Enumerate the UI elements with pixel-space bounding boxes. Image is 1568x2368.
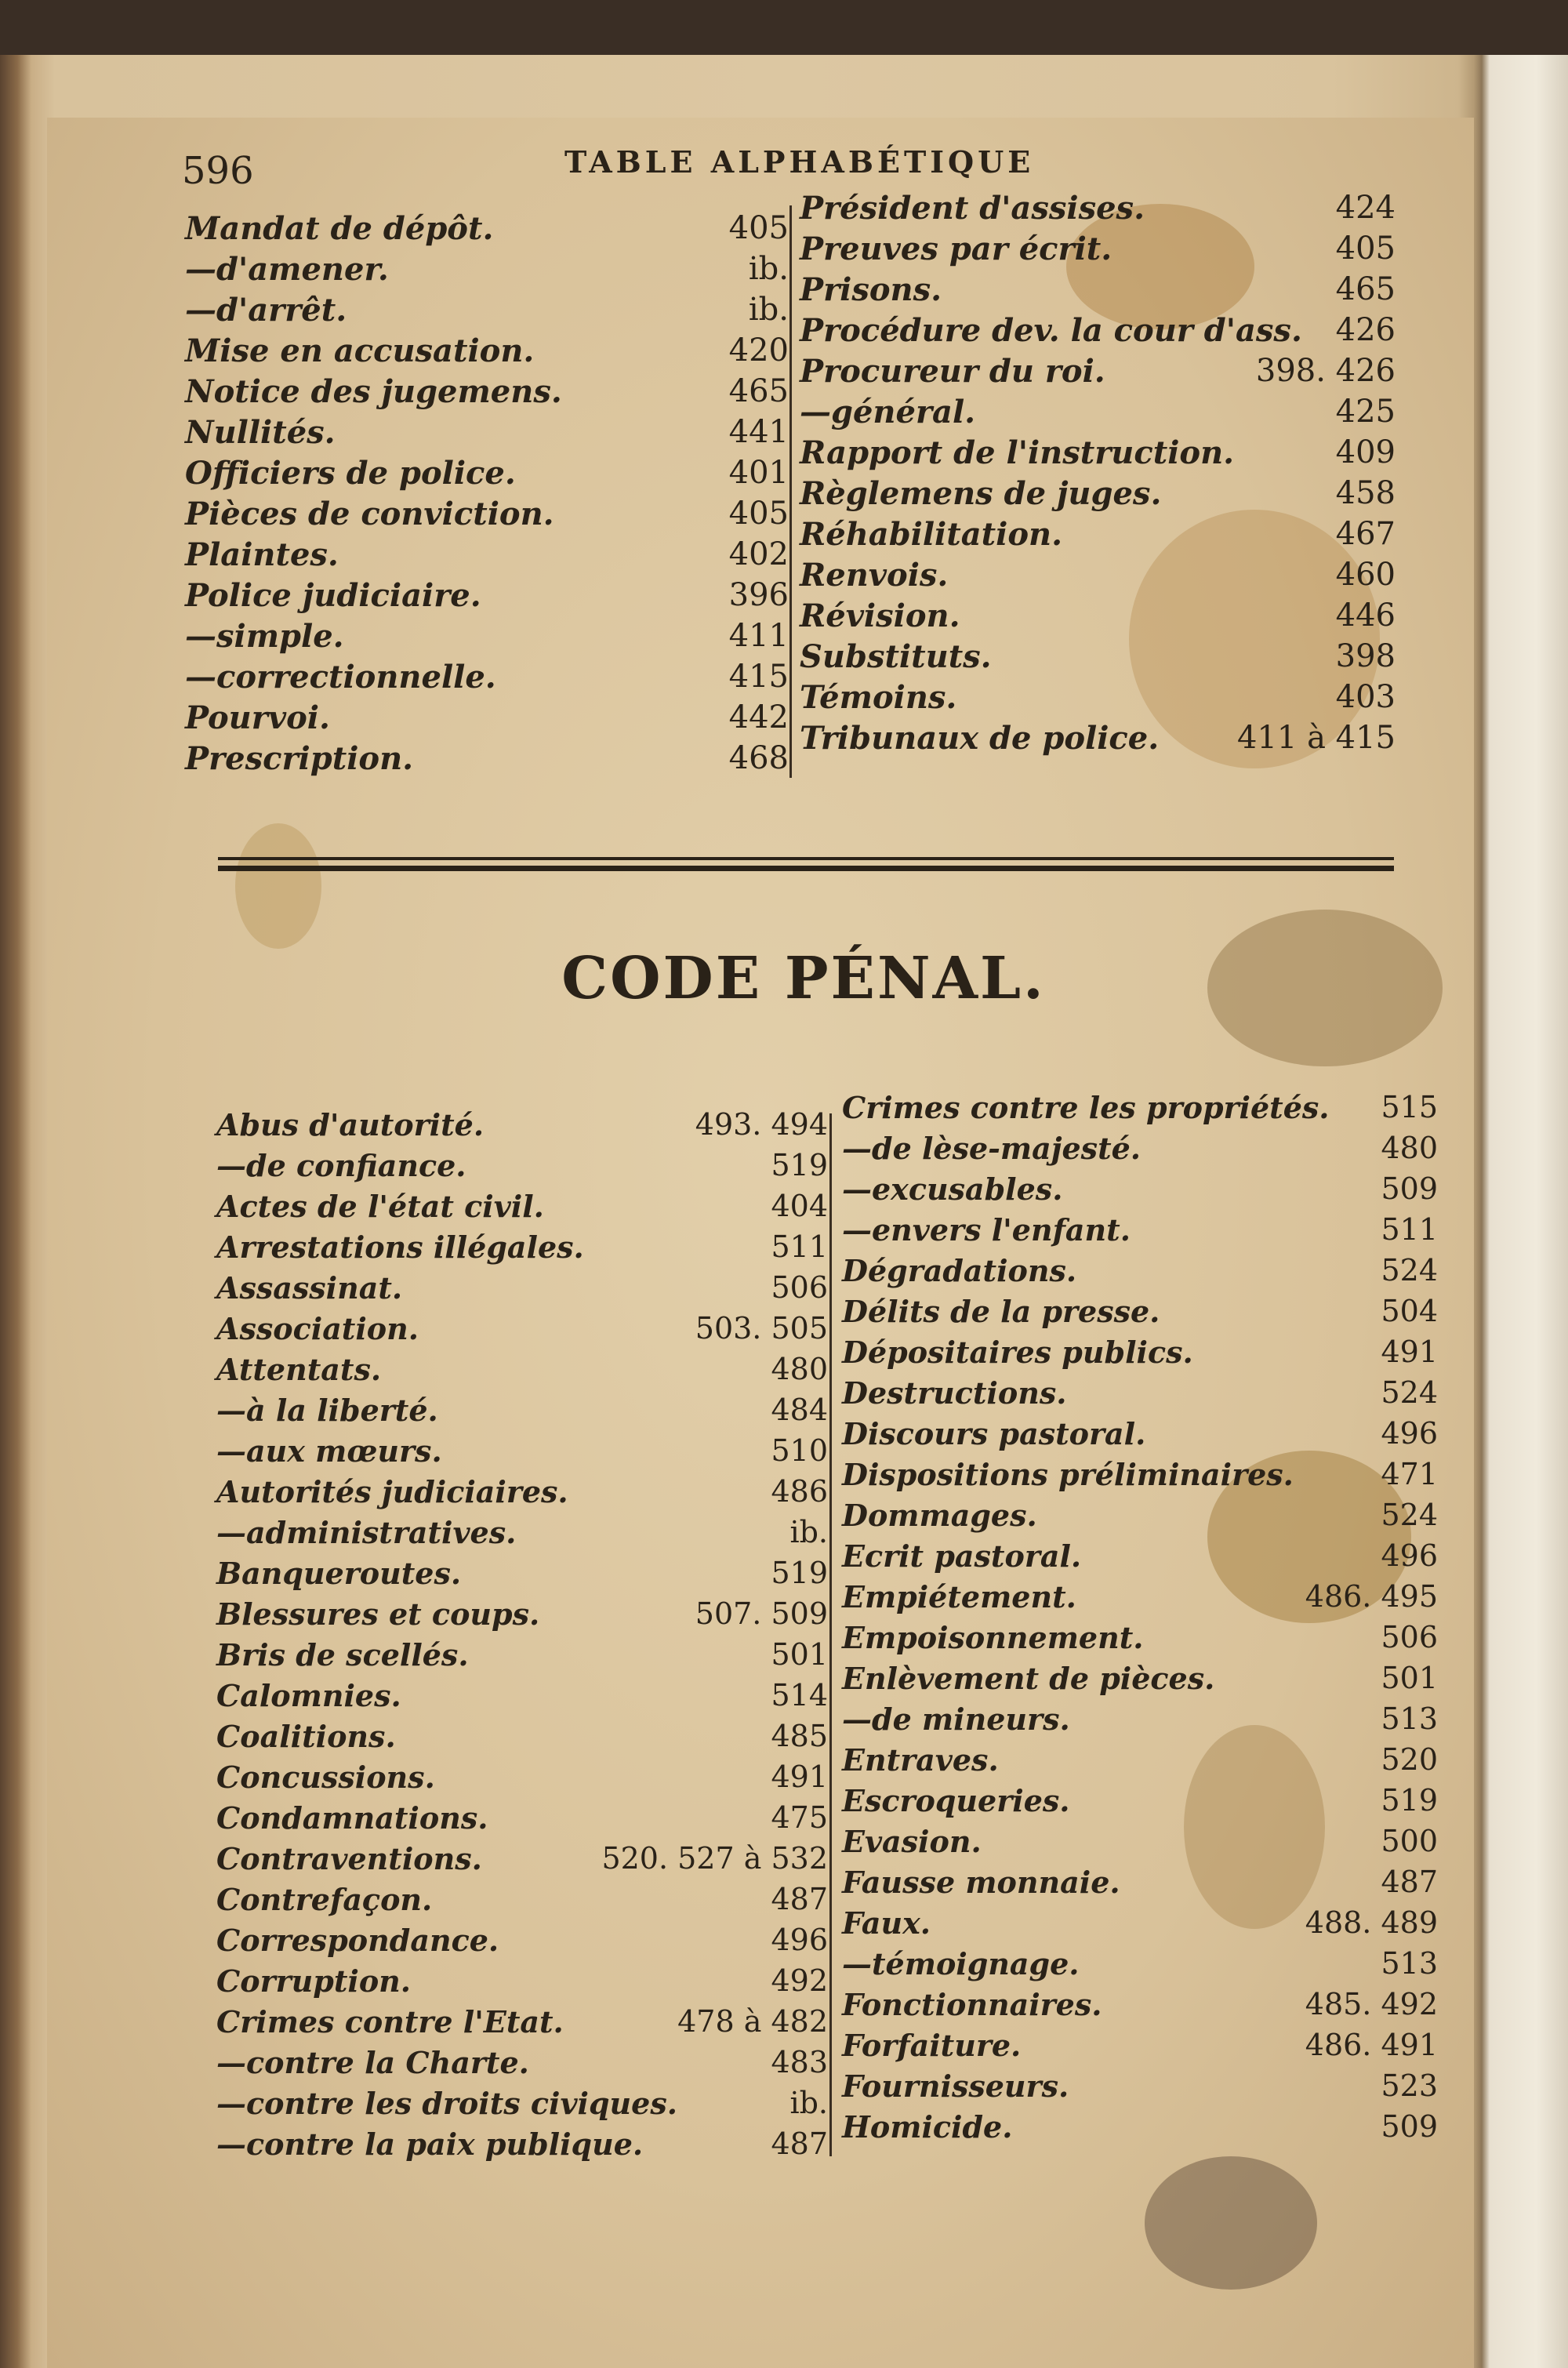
entry-page-ref: 491 [771,1760,828,1794]
entry-page-ref: ib. [748,292,789,328]
entry-page-ref: 524 [1381,1375,1438,1410]
entry-label: Abus d'autorité. [216,1107,485,1142]
entry-page-ref: 520. 527 à 532 [601,1841,828,1876]
entry-page-ref: 524 [1381,1253,1438,1288]
entry-label: Mandat de dépôt. [185,210,494,247]
entry-label: —de mineurs. [842,1702,1070,1737]
entry-page-ref: 487 [1381,1865,1438,1899]
entry-page-ref: 468 [728,740,789,776]
index-entry [842,1457,1438,1498]
entry-label: —contre la paix publique. [216,2126,644,2162]
entry-page-ref: 513 [1381,1946,1438,1981]
entry-label: Concussions. [216,1760,435,1795]
entry-label: Corruption. [216,1963,412,1999]
entry-page-ref: 424 [1335,190,1396,226]
index-entry [842,1702,1438,1742]
entry-label: Banqueroutes. [216,1556,462,1591]
entry-label: Coalitions. [216,1719,396,1754]
entry-page-ref: 496 [1381,1416,1438,1451]
entry-page-ref: 496 [771,1923,828,1957]
entry-page-ref: 467 [1335,516,1396,552]
entry-page-ref: 465 [1335,271,1396,307]
section-rule [218,857,1394,860]
index-entry [800,271,1396,312]
entry-page-ref: 511 [1381,1212,1438,1247]
entry-label: Prisons. [800,271,942,308]
index-entry [216,1637,828,1678]
entry-label: Entraves. [842,1742,999,1778]
entry-page-ref: 509 [1381,2109,1438,2144]
entry-label: Condamnations. [216,1800,488,1836]
index-entry [216,1229,828,1270]
entry-page-ref: 519 [771,1148,828,1182]
index-entry [842,2028,1438,2068]
entry-page-ref: ib. [748,251,789,287]
entry-label: Témoins. [800,679,957,716]
entry-label: Dégradations. [842,1253,1077,1288]
index-entry [842,1865,1438,1905]
entry-label: —contre les droits civiques. [216,2086,677,2121]
entry-page-ref: 487 [771,2126,828,2161]
entry-page-ref: 486. 491 [1305,2028,1438,2062]
index-entry [185,699,789,740]
index-entry [842,1416,1438,1457]
entry-page-ref: 415 [728,659,789,695]
entry-page-ref: 506 [1381,1620,1438,1654]
entry-page-ref: 458 [1335,475,1396,511]
index-entry [216,1923,828,1963]
entry-label: Prescription. [185,740,414,777]
entry-label: —d'arrêt. [185,292,347,329]
index-entry [185,659,789,699]
entry-page-ref: 523 [1381,2068,1438,2103]
entry-label: Plaintes. [185,536,339,573]
entry-label: Dommages. [842,1498,1037,1533]
entry-label: Calomnies. [216,1678,401,1713]
entry-page-ref: 510 [771,1433,828,1468]
index-entry [216,1841,828,1882]
entry-page-ref: 411 [728,618,789,654]
index-entry [216,1515,828,1556]
entry-label: Blessures et coups. [216,1596,540,1632]
index-entry [216,1148,828,1189]
index-entry [185,740,789,781]
index-entry [185,414,789,455]
entry-label: Enlèvement de pièces. [842,1661,1215,1696]
index-entry [842,1905,1438,1946]
index-entry [216,1270,828,1311]
entry-page-ref: 486 [771,1474,828,1509]
entry-label: Crimes contre l'Etat. [216,2004,564,2039]
index-entry [216,1800,828,1841]
entry-page-ref: 487 [771,1882,828,1916]
entry-label: —aux mœurs. [216,1433,442,1469]
index-entry [842,1661,1438,1702]
entry-label: Correspondance. [216,1923,499,1958]
entry-page-ref: 501 [771,1637,828,1672]
entry-page-ref: 514 [771,1678,828,1712]
index-entry [216,1882,828,1923]
entry-page-ref: 426 [1335,312,1396,348]
index-entry [842,1375,1438,1416]
entry-page-ref: 491 [1381,1335,1438,1369]
index-entry [216,1963,828,2004]
index-entry [216,2045,828,2086]
entry-page-ref: 398. 426 [1255,353,1396,389]
index-entry [842,1090,1438,1131]
index-entry [842,1620,1438,1661]
index-entry [842,1253,1438,1294]
entry-page-ref: 398 [1335,638,1396,674]
index-entry [842,1171,1438,1212]
index-entry [185,618,789,659]
index-entry [216,1719,828,1760]
entry-page-ref: 480 [771,1352,828,1386]
index-entry [216,1596,828,1637]
entry-label: Crimes contre les propriétés. [842,1090,1330,1125]
entry-page-ref: 515 [1381,1090,1438,1124]
page-header [0,133,1568,196]
index-entry [800,312,1396,353]
entry-label: Discours pastoral. [842,1416,1146,1451]
entry-page-ref: 480 [1381,1131,1438,1165]
entry-page-ref: 485 [771,1719,828,1753]
entry-label: —excusables. [842,1171,1063,1207]
index-entry [185,210,789,251]
entry-label: Association. [216,1311,419,1346]
entry-label: Autorités judiciaires. [216,1474,568,1509]
entry-page-ref: 485. 492 [1305,1987,1438,2021]
entry-label: Réhabilitation. [800,516,1062,553]
index-entry [216,1352,828,1393]
entry-label: Procureur du roi. [800,353,1105,390]
index-entry [185,251,789,292]
entry-page-ref: 446 [1335,597,1396,634]
entry-label: Escroqueries. [842,1783,1070,1818]
entry-label: Fournisseurs. [842,2068,1069,2104]
entry-page-ref: 441 [728,414,789,450]
entry-label: Faux. [842,1905,931,1941]
entry-label: —à la liberté. [216,1393,438,1428]
entry-page-ref: 471 [1381,1457,1438,1491]
entry-label: Fausse monnaie. [842,1865,1120,1900]
index-entry [216,1474,828,1515]
entry-page-ref: 478 à 482 [677,2004,828,2039]
entry-page-ref: 405 [1335,231,1396,267]
entry-label: Notice des jugemens. [185,373,562,410]
entry-page-ref: 507. 509 [695,1596,828,1631]
index-entry [185,536,789,577]
entry-label: Pourvoi. [185,699,330,736]
index-entry [185,496,789,536]
entry-page-ref: 524 [1381,1498,1438,1532]
index-entry [216,1189,828,1229]
index-entry [216,1678,828,1719]
entry-page-ref: 520 [1381,1742,1438,1777]
column-divider [789,205,792,778]
entry-label: Preuves par écrit. [800,231,1112,267]
entry-page-ref: 488. 489 [1305,1905,1438,1940]
entry-page-ref: 511 [771,1229,828,1264]
entry-label: —témoignage. [842,1946,1080,1981]
entry-page-ref: 504 [1381,1294,1438,1328]
entry-page-ref: 405 [728,496,789,532]
index-entry [800,190,1396,231]
entry-page-ref: 486. 495 [1305,1579,1438,1614]
entry-label: Fonctionnaires. [842,1987,1102,2022]
entry-label: Contraventions. [216,1841,482,1876]
entry-page-ref: 492 [771,1963,828,1998]
entry-page-ref: 425 [1335,394,1396,430]
column-divider [829,1113,832,2156]
index-entry [842,1498,1438,1538]
entry-label: Police judiciaire. [185,577,481,614]
entry-page-ref: 396 [728,577,789,613]
entry-page-ref: 409 [1335,434,1396,470]
index-entry [800,475,1396,516]
entry-label: —d'amener. [185,251,389,288]
entry-page-ref: 465 [728,373,789,409]
entry-label: Empiétement. [842,1579,1076,1614]
stain [235,823,321,949]
section-title: CODE PÉNAL. [561,945,1046,1012]
index-entry [185,373,789,414]
index-entry [800,394,1396,434]
running-head: TABLE ALPHABÉTIQUE [564,144,1035,180]
index-entry [842,1579,1438,1620]
index-entry [842,1824,1438,1865]
entry-label: —contre la Charte. [216,2045,529,2080]
entry-label: Nullités. [185,414,336,451]
entry-label: —général. [800,394,976,430]
index-entry [800,597,1396,638]
entry-label: Rapport de l'instruction. [800,434,1235,471]
index-entry [800,434,1396,475]
entry-page-ref: 402 [728,536,789,572]
index-entry [800,231,1396,271]
index-entry [842,1335,1438,1375]
entry-label: —correctionnelle. [185,659,496,696]
entry-page-ref: 496 [1381,1538,1438,1573]
entry-label: Ecrit pastoral. [842,1538,1082,1574]
index-entry [185,332,789,373]
entry-label: Destructions. [842,1375,1067,1411]
index-entry [800,353,1396,394]
entry-label: Evasion. [842,1824,982,1859]
entry-page-ref: 404 [771,1189,828,1223]
index-entry [800,638,1396,679]
entry-label: Actes de l'état civil. [216,1189,544,1224]
entry-label: Règlemens de juges. [800,475,1162,512]
entry-page-ref: 519 [1381,1783,1438,1818]
entry-label: —de lèse-majesté. [842,1131,1142,1166]
entry-label: Assassinat. [216,1270,403,1306]
entry-label: Pièces de conviction. [185,496,554,532]
entry-label: —administratives. [216,1515,517,1550]
index-entry [185,455,789,496]
entry-label: —de confiance. [216,1148,466,1183]
entry-label: Homicide. [842,2109,1013,2145]
index-entry [842,1538,1438,1579]
entry-label: Renvois. [800,557,949,594]
index-entry [842,2109,1438,2150]
index-entry [800,516,1396,557]
entry-label: Attentats. [216,1352,382,1387]
entry-page-ref: 484 [771,1393,828,1427]
index-entry [842,1131,1438,1171]
index-entry [842,2068,1438,2109]
index-entry [216,1393,828,1433]
index-entry [842,1212,1438,1253]
entry-page-ref: 411 à 415 [1237,720,1396,756]
entry-page-ref: 475 [771,1800,828,1835]
entry-page-ref: ib. [789,2086,828,2120]
entry-page-ref: 509 [1381,1171,1438,1206]
index-entry [800,679,1396,720]
entry-page-ref: 483 [771,2045,828,2079]
index-entry [216,1433,828,1474]
index-entry [185,577,789,618]
entry-label: Procédure dev. la cour d'ass. [800,312,1302,349]
entry-label: Arrestations illégales. [216,1229,584,1265]
index-entry [800,557,1396,597]
entry-page-ref: 519 [771,1556,828,1590]
entry-page-ref: 403 [1335,679,1396,715]
index-entry [216,1760,828,1800]
stain [1145,2156,1317,2290]
index-entry [216,1556,828,1596]
entry-page-ref: ib. [789,1515,828,1549]
entry-label: Dépositaires publics. [842,1335,1193,1370]
index-entry [185,292,789,332]
entry-label: Président d'assises. [800,190,1145,227]
entry-label: —envers l'enfant. [842,1212,1131,1248]
entry-page-ref: 503. 505 [695,1311,828,1346]
entry-page-ref: 405 [728,210,789,246]
entry-label: Empoisonnement. [842,1620,1144,1655]
index-entry [216,1311,828,1352]
entry-label: Officiers de police. [185,455,516,492]
entry-label: Mise en accusation. [185,332,535,369]
index-entry [216,1107,828,1148]
index-entry [800,720,1396,761]
entry-label: Forfaiture. [842,2028,1022,2063]
index-entry [842,1742,1438,1783]
index-entry [216,2004,828,2045]
entry-label: Délits de la presse. [842,1294,1160,1329]
entry-page-ref: 420 [728,332,789,369]
entry-page-ref: 493. 494 [695,1107,828,1142]
entry-label: Substituts. [800,638,992,675]
index-entry [842,1946,1438,1987]
section-rule-thick [218,866,1394,871]
entry-page-ref: 442 [728,699,789,735]
entry-page-ref: 500 [1381,1824,1438,1858]
entry-label: Révision. [800,597,960,634]
entry-label: Contrefaçon. [216,1882,433,1917]
entry-label: Tribunaux de police. [800,720,1160,757]
entry-label: Bris de scellés. [216,1637,469,1672]
index-entry [216,2126,828,2167]
entry-page-ref: 460 [1335,557,1396,593]
entry-page-ref: 501 [1381,1661,1438,1695]
index-entry [842,1987,1438,2028]
entry-page-ref: 506 [771,1270,828,1305]
entry-label: —simple. [185,618,344,655]
entry-page-ref: 401 [728,455,789,491]
index-entry [842,1783,1438,1824]
index-entry [842,1294,1438,1335]
page-number: 596 [182,149,254,193]
index-entry [216,2086,828,2126]
entry-page-ref: 513 [1381,1702,1438,1736]
entry-label: Dispositions préliminaires. [842,1457,1294,1492]
